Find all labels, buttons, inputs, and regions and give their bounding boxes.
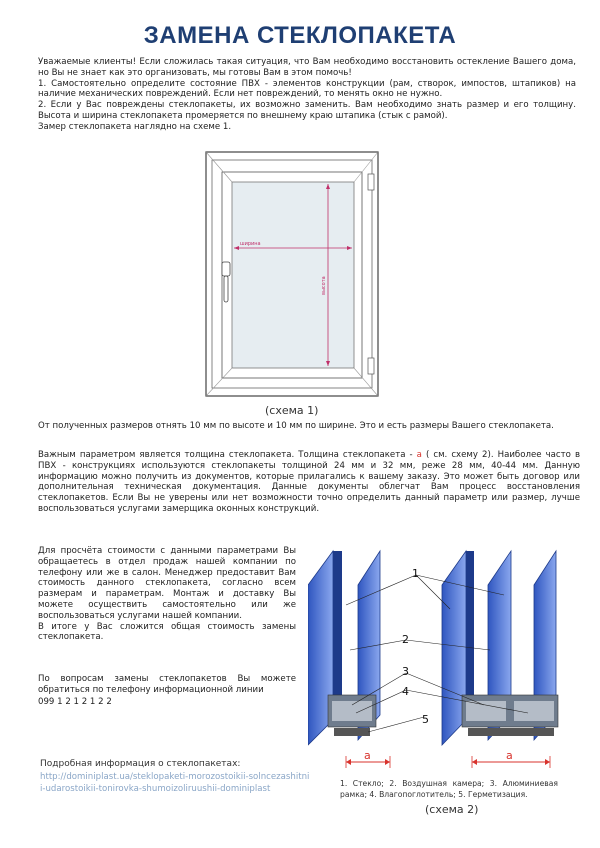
intro-paragraph: Уважаемые клиенты! Если сложилась такая ситуация, что Вам необходимо восстановить остекление Вашего дома, но Вы не знает как это организовать, мы готовы Вам в этом помочь!	[38, 57, 576, 78]
intro-paragraph: 1. Самостоятельно определите состояние ПВХ - элементов конструкции (рам, створок, импостов, штапиков) на наличие механических повреждений. Если нет повреждений, то менять окно не нужно.	[38, 78, 576, 100]
pricing-paragraph: Для просчёта стоимости с данными параметрами Вы обращаетесь в отдел продаж нашей компании по телефону или же в салон. Менеджер предоставит Вам стоимость данного стеклопакета, согласно всем размерам и параметрам. Монтаж и доставку Вы можете осуществить самостоятельно или же воспользоваться услугами нашей компании.	[38, 546, 296, 621]
callout-number: 4	[402, 685, 409, 698]
thickness-parameter-text	[38, 450, 580, 515]
pricing-paragraph: В итоге у Вас сложится общая стоимость замены стеклопакета.	[38, 621, 296, 643]
height-label: высота	[321, 276, 327, 295]
intro-paragraph: Замер стеклопакета наглядно на схеме 1.	[38, 121, 232, 132]
width-label: ширина	[240, 241, 261, 247]
params-after: ( см. схему 2). Наиболее часто в ПВХ - конструкциях используются стеклопакеты толщиной 24 мм и 32 мм, реже 28 мм, 40-44 мм. Данную информацию можно получить из документов, которые прилагались к вашему заказу. Это может быть договор или дополнительная техническая документация. Данные документы облегчат Вам процесс восстановления стеклопакетов. Если Вы не уверены или нет возможности точно определить данный параметр или размер, лучше воспользоваться услугами замерщика оконных конструкций.	[38, 450, 581, 514]
glass-unit-scheme-illustration	[308, 545, 580, 750]
window-scheme-illustration	[200, 150, 390, 402]
scheme2-caption: (схема 2)	[425, 803, 479, 816]
info-link[interactable]: http://dominiplast.ua/steklopaketi-morozostoikii-solncezashitnii-udarostoikii-tonirovka-shumoizoliruushii-dominiplast	[40, 772, 310, 794]
params-before: Важным параметром является толщина стеклопакета. Толщина стеклопакета -	[38, 450, 417, 460]
dimension-a-label: a	[506, 749, 513, 762]
callout-number: 5	[422, 713, 429, 726]
info-heading: Подробная информация о стеклопакетах:	[40, 759, 241, 769]
contact-text: По вопросам замены стеклопакетов Вы можете обратиться по телефону информационной линии	[38, 674, 296, 695]
dimension-a-label: a	[364, 749, 371, 762]
thickness-symbol: а	[416, 450, 422, 460]
scheme1-caption: (схема 1)	[265, 404, 319, 417]
thickness-dimensions	[330, 748, 580, 772]
pricing-text	[38, 546, 296, 643]
phone-number[interactable]: 099 1 2 1 2 1 2 2	[38, 697, 112, 707]
scheme2-legend: 1. Стекло; 2. Воздушная камера; 3. Алюминиевая рамка; 4. Влагопоглотитель; 5. Герметизация.	[340, 779, 558, 799]
intro-text	[38, 57, 576, 133]
page-title: ЗАМЕНА СТЕКЛОПАКЕТА	[143, 22, 457, 49]
intro-paragraph: 2. Если у Вас повреждены стеклопакеты, их возможно заменить. Вам необходимо знать размер и его толщину. Высота и ширина стеклопакета промеряется по внешнему краю штапика (стык с рамой).	[38, 100, 576, 121]
callout-number: 1	[412, 567, 419, 580]
callout-number: 3	[402, 665, 409, 678]
callout-number: 2	[402, 633, 409, 646]
after-measure-text: От полученных размеров отнять 10 мм по высоте и 10 мм по ширине. Это и есть размеры Вашего стеклопакета.	[38, 421, 554, 431]
